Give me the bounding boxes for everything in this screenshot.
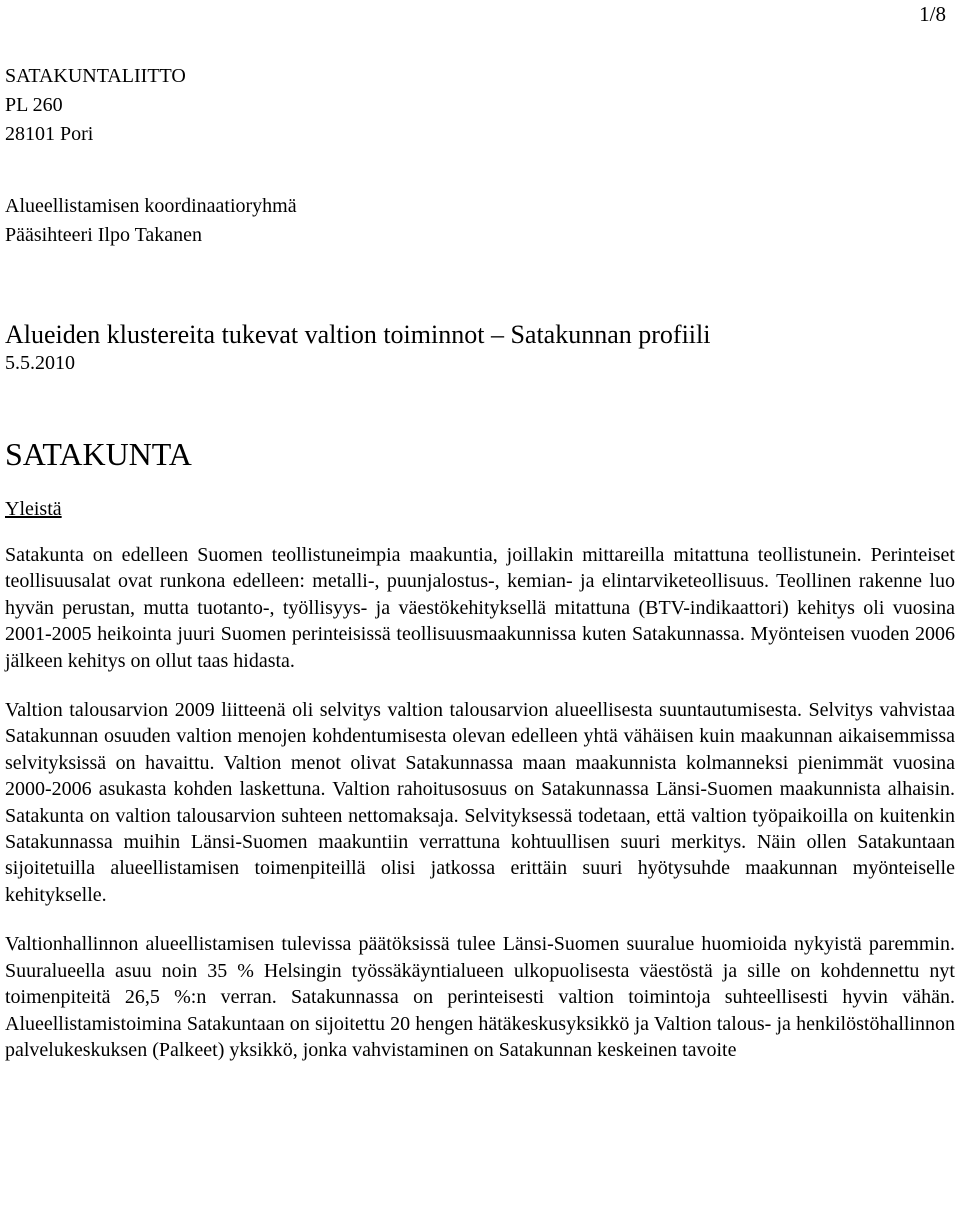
document-date: 5.5.2010 — [5, 352, 75, 374]
sender-line: Pääsihteeri Ilpo Takanen — [5, 224, 203, 246]
document-title: Alueiden klustereita tukevat valtion toiminnot – Satakunnan profiili — [5, 320, 711, 349]
section-heading: Yleistä — [5, 498, 62, 520]
body-paragraph: Valtion talousarvion 2009 liitteenä oli selvitys valtion talousarvion alueellisesta suuntautumisesta. Selvitys vahvistaa Satakunnan osuuden valtion menojen kohdentumisesta olevan edelleen yhtä vähäisen kuin maakunnan aikaisemmissa selvityksissä on havaittu. Valtion menot olivat Satakunnassa maan maakunnista kolmanneksi pienimmät vuosina 2000-2006 asukasta kohden laskettuna. Valtion rahoitusosuus on Satakunnassa Länsi-Suomen maakunnista alhaisin. Satakunta on valtion talousarvion suhteen nettomaksaja. Selvityksessä todetaan, että valtion työpaikoilla on kuitenkin Satakunnassa muihin Länsi-Suomen maakuntiin verrattuna kohtuullisen suuri merkitys. Näin ollen Satakuntaan sijoitetuilla alueellistamisen toimenpiteillä olisi jatkossa erittäin suuri hyötysuhde maakunnan myönteiselle kehitykselle. — [5, 699, 955, 906]
sender-block — [5, 192, 955, 250]
address-line: 28101 Pori — [5, 123, 94, 145]
document-body — [5, 62, 955, 1063]
body-paragraph: Valtionhallinnon alueellistamisen tulevissa päätöksissä tulee Länsi-Suomen suuralue huomioida nykyistä paremmin. Suuralueella asuu noin 35 % Helsingin työssäkäyntialueen ulkopuolisesta väestöstä ja sille on kohdennettu nyt toimenpiteitä 26,5 %:n verran. Satakunnassa on perinteisesti valtion toimintoja suhteellisesti hyvin vähän. Alueellistamistoimina Satakuntaan on sijoitettu 20 hengen hätäkeskusyksikkö ja Valtion talous- ja henkilöstöhallinnon palvelukeskuksen (Palkeet) yksikkö, jonka vahvistaminen on Satakunnan keskeinen tavoite — [5, 933, 955, 1061]
page-number: 1/8 — [919, 2, 946, 26]
address-line: SATAKUNTALIITTO — [5, 65, 186, 87]
address-line: PL 260 — [5, 94, 63, 116]
recipient-address — [5, 62, 955, 149]
region-heading: SATAKUNTA — [5, 436, 192, 472]
sender-line: Alueellistamisen koordinaatioryhmä — [5, 195, 297, 217]
body-paragraph: Satakunta on edelleen Suomen teollistuneimpia maakuntia, joillakin mittareilla mitattuna teollistunein. Perinteiset teollisuusalat ovat runkona edelleen: metalli-, puunjalostus-, kemian- ja elintarviketeollisuus. Teollinen rakenne luo hyvän perustan, mutta tuotanto-, työllisyys- ja väestökehityksellä mitattuna (BTV-indikaattori) kehitys oli vuosina 2001-2005 heikointa juuri Suomen perinteisissä teollisuusmaakunnissa kuten Satakunnassa. Myönteisen vuoden 2006 jälkeen kehitys on ollut taas hidasta. — [5, 544, 955, 672]
